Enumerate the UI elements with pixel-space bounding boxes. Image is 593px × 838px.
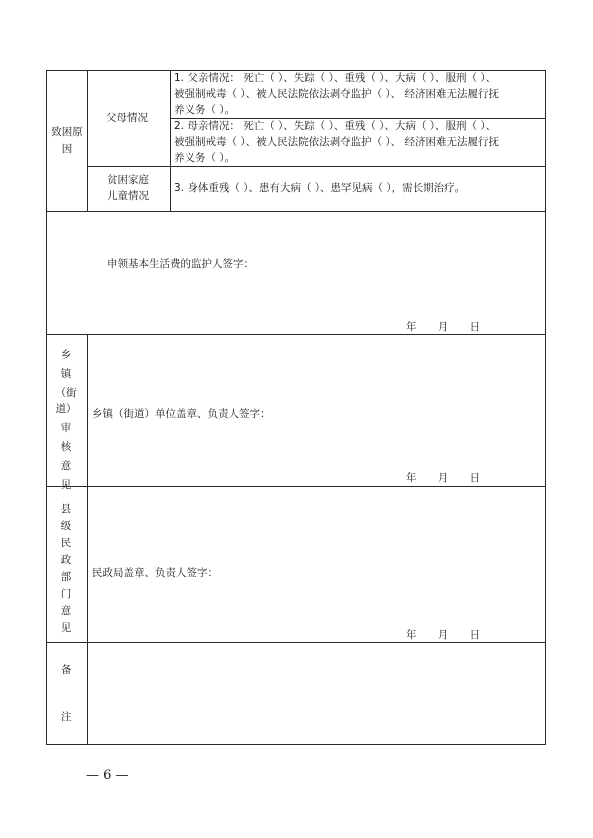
reason-label: 致困原因 [51,126,83,155]
row-divider-guardian-township [46,334,546,335]
guardian-signature-label: 申领基本生活费的监护人签字： [107,258,254,270]
parents-label: 父母情况 [106,112,148,124]
remarks-label-char1: 备 [61,664,72,676]
poor-family-situation: 3. 身体重残（ ）、患有大病（ ）、患罕见病（ ），需长期治疗。 [174,182,466,194]
mother-situation-line2: 被强制戒毒（ ）、被人民法院依法剥夺监护（ ）、 经济困难无法履行抚 [174,136,500,148]
column-divider-reason-sublabel [170,70,171,212]
mother-situation-line3: 养义务（ ）。 [174,152,236,164]
poor-family-label-line1: 贫困家庭 [107,174,149,186]
township-review-label: 乡 镇 （街 道） 审 核 意 见 [55,349,77,491]
township-signature-label: 乡镇（街道）单位盖章、负责人签字： [92,408,271,420]
remarks-content-area [88,643,545,744]
mother-situation-line1: 2. 母亲情况： 死亡（ ）、失踪（ ）、重残（ ）、大病（ ）、服刑（ ）、 [174,120,497,132]
row-divider-parents-poor [87,166,546,167]
guardian-signature-date: 年 月 日 [406,321,481,333]
father-situation-line2: 被强制戒毒（ ）、被人民法院依法剥夺监护（ ）、 经济困难无法履行抚 [174,88,500,100]
table-border-bottom [46,744,546,745]
county-civil-affairs-label: 县 级 民 政 部 门 意 见 [60,503,72,634]
column-divider-reason-label [87,70,88,212]
father-situation-line3: 养义务（ ）。 [174,104,236,116]
row-divider-reason-guardian [46,211,546,212]
remarks-label-char2: 注 [61,711,72,723]
county-signature-label: 民政局盖章、负责人签字： [92,567,218,579]
page-number: — 6 — [86,768,129,783]
township-signature-date: 年 月 日 [406,472,481,484]
table-border-right [545,70,546,745]
poor-family-label-line2: 儿童情况 [107,190,149,202]
county-signature-date: 年 月 日 [406,629,481,641]
row-divider-township-county [46,486,546,487]
father-situation-line1: 1. 父亲情况： 死亡（ ）、失踪（ ）、重残（ ）、大病（ ）、服刑（ ）、 [174,72,497,84]
